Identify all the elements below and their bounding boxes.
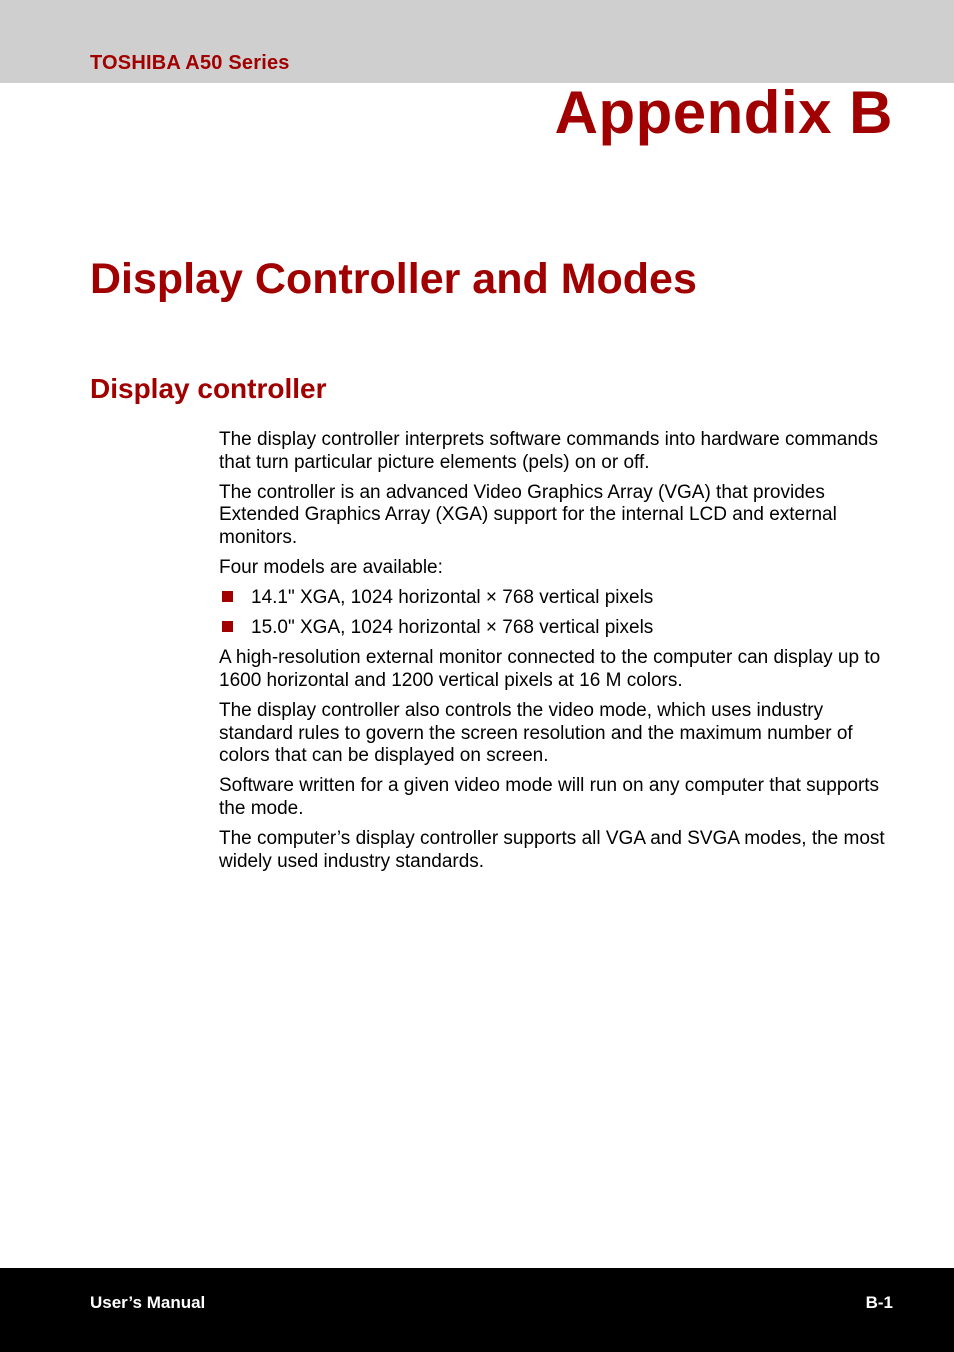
series-title: TOSHIBA A50 Series [90, 52, 290, 74]
paragraph: The computer’s display controller supports all VGA and SVGA modes, the most widely used industry standards. [219, 827, 885, 872]
appendix-title: Appendix B [554, 79, 893, 146]
list-item [219, 587, 899, 610]
list-item-text: 14.1" XGA, 1024 horizontal × 768 vertical pixels [251, 587, 654, 609]
list-item [219, 617, 899, 640]
page-number: B-1 [865, 1293, 893, 1312]
paragraph: Software written for a given video mode will run on any computer that supports the mode. [219, 775, 880, 819]
section-title: Display controller [90, 373, 327, 404]
paragraph: The display controller interprets software commands into hardware commands that turn particular picture elements (pels) on or off. [219, 429, 878, 473]
body-text [219, 429, 899, 881]
models-list [219, 587, 899, 640]
paragraph: A high-resolution external monitor connected to the computer can display up to 1600 horizontal and 1200 vertical pixels at 16 M colors. [219, 647, 881, 691]
square-bullet-icon [222, 621, 233, 632]
square-bullet-icon [222, 591, 233, 602]
chapter-title: Display Controller and Modes [90, 255, 697, 303]
paragraph: Four models are available: [219, 557, 443, 579]
footer-manual-label: User’s Manual [90, 1293, 206, 1312]
paragraph: The controller is an advanced Video Graphics Array (VGA) that provides Extended Graphics Array (XGA) support for the internal LCD and external monitors. [219, 481, 837, 549]
list-item-text: 15.0" XGA, 1024 horizontal × 768 vertical pixels [251, 617, 654, 639]
paragraph: The display controller also controls the video mode, which uses industry standard rules to govern the screen resolution and the maximum number of colors that can be displayed on screen. [219, 699, 853, 767]
